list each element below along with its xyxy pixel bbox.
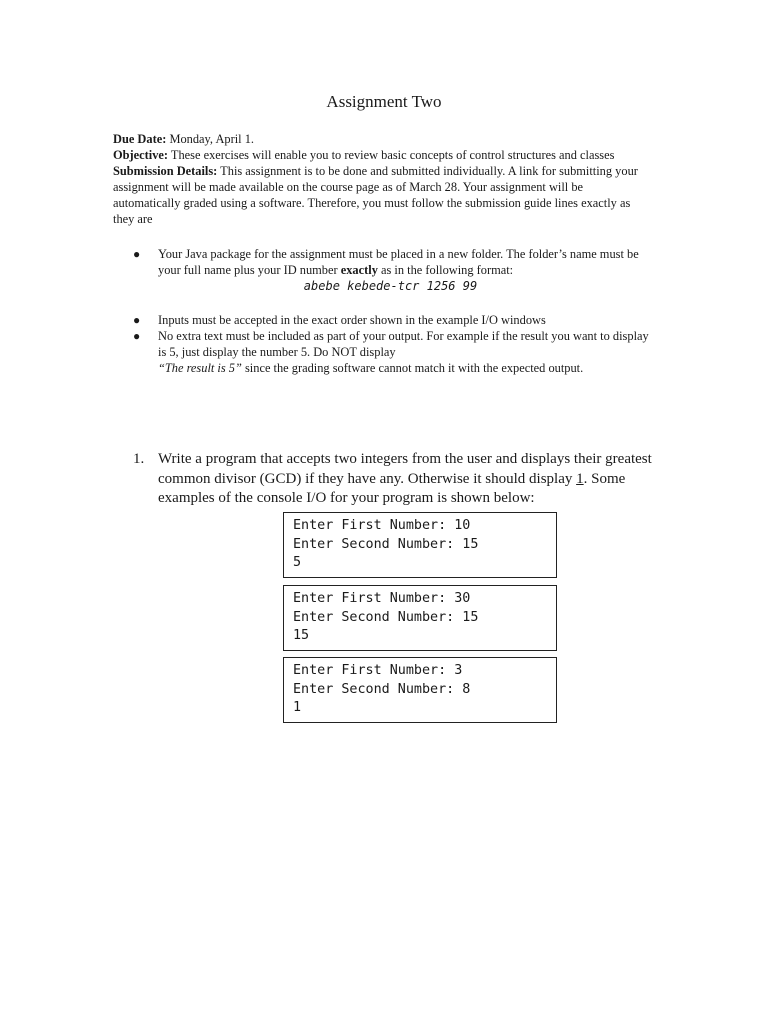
list-item — [113, 328, 653, 376]
question-text-part: . Some examples of the console I/O for your program is shown below: — [158, 470, 626, 506]
rule-text: Inputs must be accepted in the exact order shown in the example I/O windows — [158, 313, 546, 327]
assignment-intro — [113, 131, 643, 227]
list-item — [113, 312, 653, 328]
console-line: Enter Second Number: 15 — [293, 536, 479, 552]
bullet-icon: ● — [133, 247, 141, 261]
page-title: Assignment Two — [326, 92, 442, 111]
console-line: Enter First Number: 3 — [293, 663, 463, 678]
submission-value: This assignment is to be done and submitted individually. A link for submitting your assignment will be made available on the course page as of March 28. Your assignment will be automatically graded using a software. Therefore, you must follow the submission guide lines exactly as they are — [113, 164, 638, 226]
console-line: 5 — [293, 555, 302, 570]
submission-line — [113, 163, 643, 227]
console-line: Enter First Number: 10 — [293, 518, 471, 533]
question-number: 1. — [133, 451, 145, 467]
question-underlined-value: 1 — [576, 470, 584, 487]
bullet-icon: ● — [133, 329, 141, 343]
due-date-value: Monday, April 1. — [166, 132, 254, 146]
console-line: Enter Second Number: 8 — [293, 681, 471, 697]
list-item — [113, 246, 653, 294]
bullet-icon: ● — [133, 313, 141, 327]
submission-label: Submission Details: — [113, 164, 218, 178]
rule-text: since the grading software cannot match it with the expected output. — [241, 361, 584, 375]
console-line: Enter Second Number: 15 — [293, 609, 479, 625]
due-date-label: Due Date: — [113, 132, 167, 146]
submission-rules-list — [113, 246, 653, 376]
folder-name-format: abebe kebede-tcr 1256 99 — [303, 279, 478, 293]
console-line: Enter First Number: 30 — [293, 591, 471, 606]
console-line: 1 — [293, 700, 302, 715]
rule-text: as in the following format: — [377, 263, 514, 277]
console-example-1 — [283, 512, 557, 578]
rule-text: Your Java package for the assignment must be placed in a new folder. The folder’s name must be your full name plus your ID number — [158, 247, 639, 277]
rule-quote: “The result is 5” — [158, 361, 242, 375]
due-date-line — [113, 131, 643, 147]
question-1 — [133, 450, 653, 509]
objective-value: These exercises will enable you to review basic concepts of control structures and classes — [168, 148, 615, 162]
console-example-3 — [283, 657, 557, 723]
rule-emphasis: exactly — [340, 263, 378, 277]
rule-text: No extra text must be included as part of your output. For example if the result you want to display is 5, just display the number 5. Do NOT display — [158, 329, 649, 359]
objective-label: Objective: — [113, 148, 169, 162]
question-text-part: Write a program that accepts two integers from the user and displays their greatest common divisor (GCD) if they have any. Otherwise it should display — [158, 451, 652, 487]
question-text — [158, 450, 653, 509]
console-line: 15 — [293, 628, 310, 643]
objective-line — [113, 147, 643, 163]
console-example-2 — [283, 585, 557, 651]
